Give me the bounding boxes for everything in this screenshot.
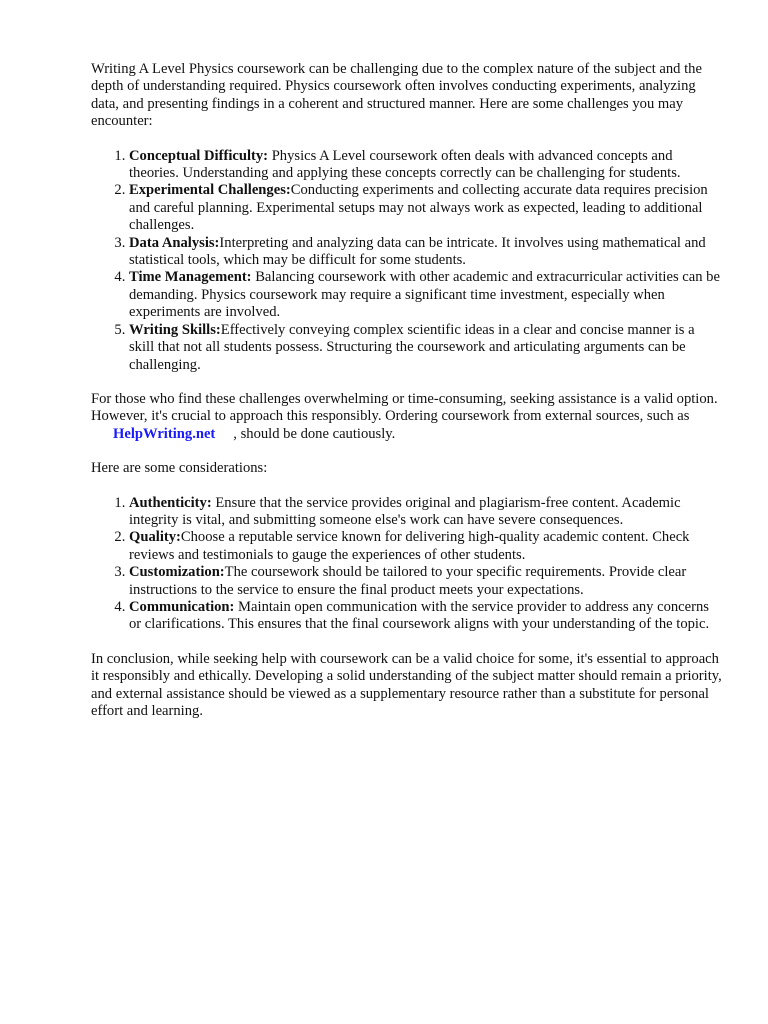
intro-paragraph: Writing A Level Physics coursework can be challenging due to the complex nature of the subject and the depth of understanding required. Physics coursework often involves conducting experiments, analyzing data, and presenting findings in a coherent and structured manner. Here are some challenges you may encounter: xyxy=(91,61,702,130)
item-term: Authenticity: xyxy=(129,494,212,511)
list-item xyxy=(129,495,723,530)
assistance-text: For those who find these challenges overwhelming or time-consuming, seeking assistance is a valid option. However, it's crucial to approach this responsibly. Ordering coursework from external sources, such as xyxy=(91,390,718,425)
item-term: Conceptual Difficulty: xyxy=(129,147,269,164)
conclusion-paragraph: In conclusion, while seeking help with coursework can be a valid choice for some, it's essential to approach it responsibly and ethically. Developing a solid understanding of the subject matter should remain a priority, and external assistance should be viewed as a supplementary resource rather than a substitute for personal effort and learning. xyxy=(91,650,722,719)
item-term: Customization: xyxy=(129,564,225,581)
document-page xyxy=(91,61,723,737)
item-text: The coursework should be tailored to your specific requirements. Provide clear instructions to the service to ensure the final product meets your expectations. xyxy=(129,564,687,598)
item-text: Ensure that the service provides original and plagiarism-free content. Academic integrity is vital, and submitting someone else's work can have severe consequences. xyxy=(129,494,681,528)
assistance-text-end: , should be done cautiously. xyxy=(233,425,396,442)
list-item xyxy=(129,564,723,599)
item-text: Conducting experiments and collecting accurate data requires precision and careful planning. Experimental setups may not always work as expected, leading to additional challenges. xyxy=(129,182,708,234)
item-term: Time Management: xyxy=(129,269,252,286)
item-term: Quality: xyxy=(129,529,181,546)
list-item xyxy=(129,529,723,564)
item-term: Communication: xyxy=(129,598,235,615)
item-text: Effectively conveying complex scientific ideas in a clear and concise manner is a skill that not all students possess. Structuring the coursework and articulating arguments can be challenging. xyxy=(129,321,695,373)
item-term: Writing Skills: xyxy=(129,321,221,338)
list-item xyxy=(129,148,723,183)
item-text: Balancing coursework with other academic and extracurricular activities can be demanding. Physics coursework may require a significant time investment, especially when experiments are involved. xyxy=(129,269,720,321)
list-item xyxy=(129,182,723,234)
helpwriting-link[interactable]: HelpWriting.net xyxy=(113,425,216,442)
assistance-paragraph xyxy=(91,391,723,443)
item-term: Data Analysis: xyxy=(129,234,220,251)
considerations-list xyxy=(91,495,723,634)
item-text: Physics A Level coursework often deals with advanced concepts and theories. Understanding and applying these concepts correctly can be challenging for students. xyxy=(129,147,681,182)
item-text: Choose a reputable service known for delivering high-quality academic content. Check reviews and testimonials to gauge the experiences of other students. xyxy=(129,529,690,563)
list-item xyxy=(129,322,723,374)
list-item xyxy=(129,235,723,270)
item-term: Experimental Challenges: xyxy=(129,182,291,199)
list-item xyxy=(129,599,723,634)
item-text: Maintain open communication with the service provider to address any concerns or clarifications. This ensures that the final coursework aligns with your understanding of the topic. xyxy=(129,598,710,633)
item-text: Interpreting and analyzing data can be intricate. It involves using mathematical and statistical tools, which may be difficult for some students. xyxy=(129,234,706,269)
challenges-list xyxy=(91,148,723,374)
considerations-intro: Here are some considerations: xyxy=(91,460,268,477)
list-item xyxy=(129,269,723,321)
